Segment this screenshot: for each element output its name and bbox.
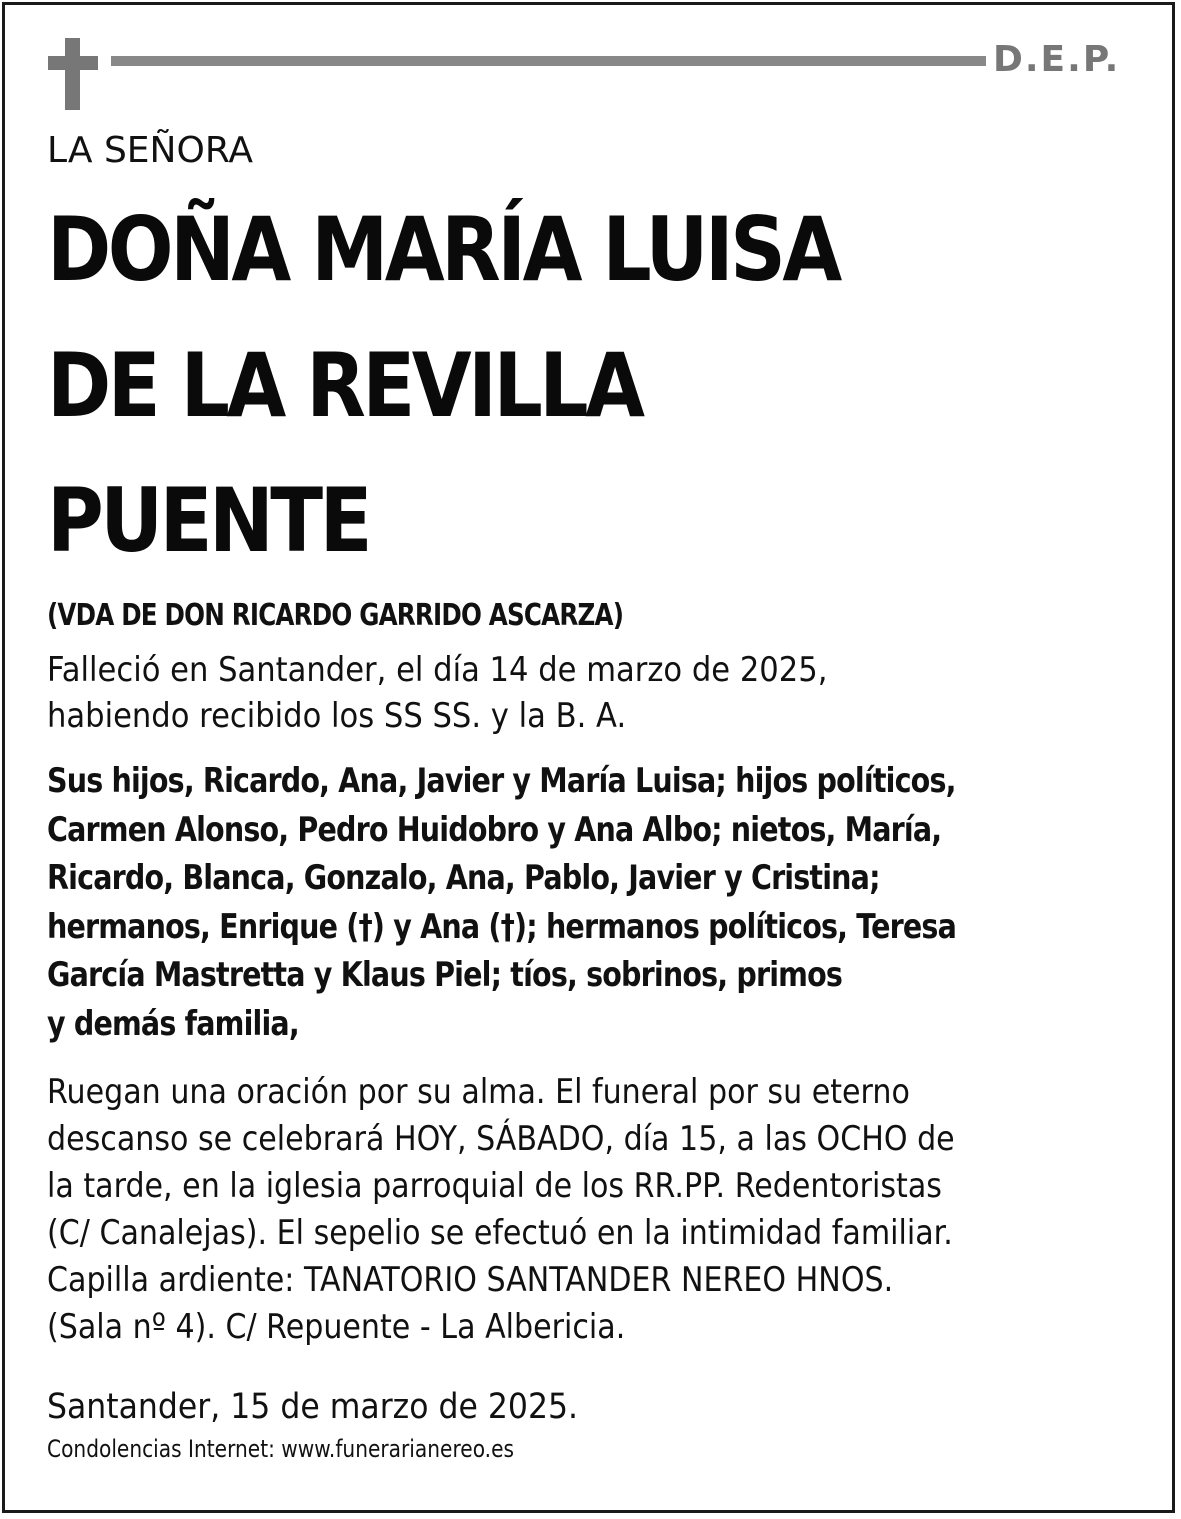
intro-title: LA SEÑORA bbox=[47, 130, 253, 171]
family-line: Carmen Alonso, Pedro Huidobro y Ana Albo; nietos, María, bbox=[47, 809, 942, 850]
death-announcement bbox=[47, 647, 827, 739]
family-line: y demás familia, bbox=[47, 1003, 299, 1044]
funeral-line: Ruegan una oración por su alma. El funeral por su eterno bbox=[47, 1072, 910, 1112]
family-list bbox=[47, 757, 956, 1049]
family-line: hermanos, Enrique (†) y Ana (†); hermanos políticos, Teresa bbox=[47, 906, 957, 947]
deceased-name-line-2: DE LA REVILLA bbox=[47, 334, 642, 437]
dateline: Santander, 15 de marzo de 2025. bbox=[47, 1387, 579, 1427]
deceased-name-line-1: DOÑA MARÍA LUISA bbox=[47, 198, 839, 301]
funeral-line: Capilla ardiente: TANATORIO SANTANDER NEREO HNOS. bbox=[47, 1260, 894, 1300]
header-rule bbox=[111, 56, 986, 66]
latin-cross-icon bbox=[48, 38, 98, 110]
funeral-line: (C/ Canalejas). El sepelio se efectuó en la intimidad familiar. bbox=[47, 1213, 953, 1253]
family-line: García Mastretta y Klaus Piel; tíos, sobrinos, primos bbox=[47, 955, 843, 996]
family-line: Ricardo, Blanca, Gonzalo, Ana, Pablo, Javier y Cristina; bbox=[47, 858, 880, 899]
dep-label: D.E.P. bbox=[993, 39, 1121, 80]
deceased-name-line-3: PUENTE bbox=[47, 469, 369, 572]
widow-note: (VDA DE DON RICARDO GARRIDO ASCARZA) bbox=[47, 598, 624, 633]
death-line: habiendo recibido los SS SS. y la B. A. bbox=[47, 696, 627, 736]
funeral-details bbox=[47, 1069, 955, 1351]
funeral-line: descanso se celebrará HOY, SÁBADO, día 15, a las OCHO de bbox=[47, 1119, 955, 1159]
family-line: Sus hijos, Ricardo, Ana, Javier y María Luisa; hijos políticos, bbox=[47, 761, 956, 801]
funeral-line: la tarde, en la iglesia parroquial de los RR.PP. Redentoristas bbox=[47, 1166, 942, 1206]
death-line: Falleció en Santander, el día 14 de marzo de 2025, bbox=[47, 650, 828, 690]
condolences-website: Condolencias Internet: www.funerarianereo.es bbox=[47, 1435, 514, 1463]
funeral-line: (Sala nº 4). C/ Repuente - La Albericia. bbox=[47, 1307, 626, 1347]
